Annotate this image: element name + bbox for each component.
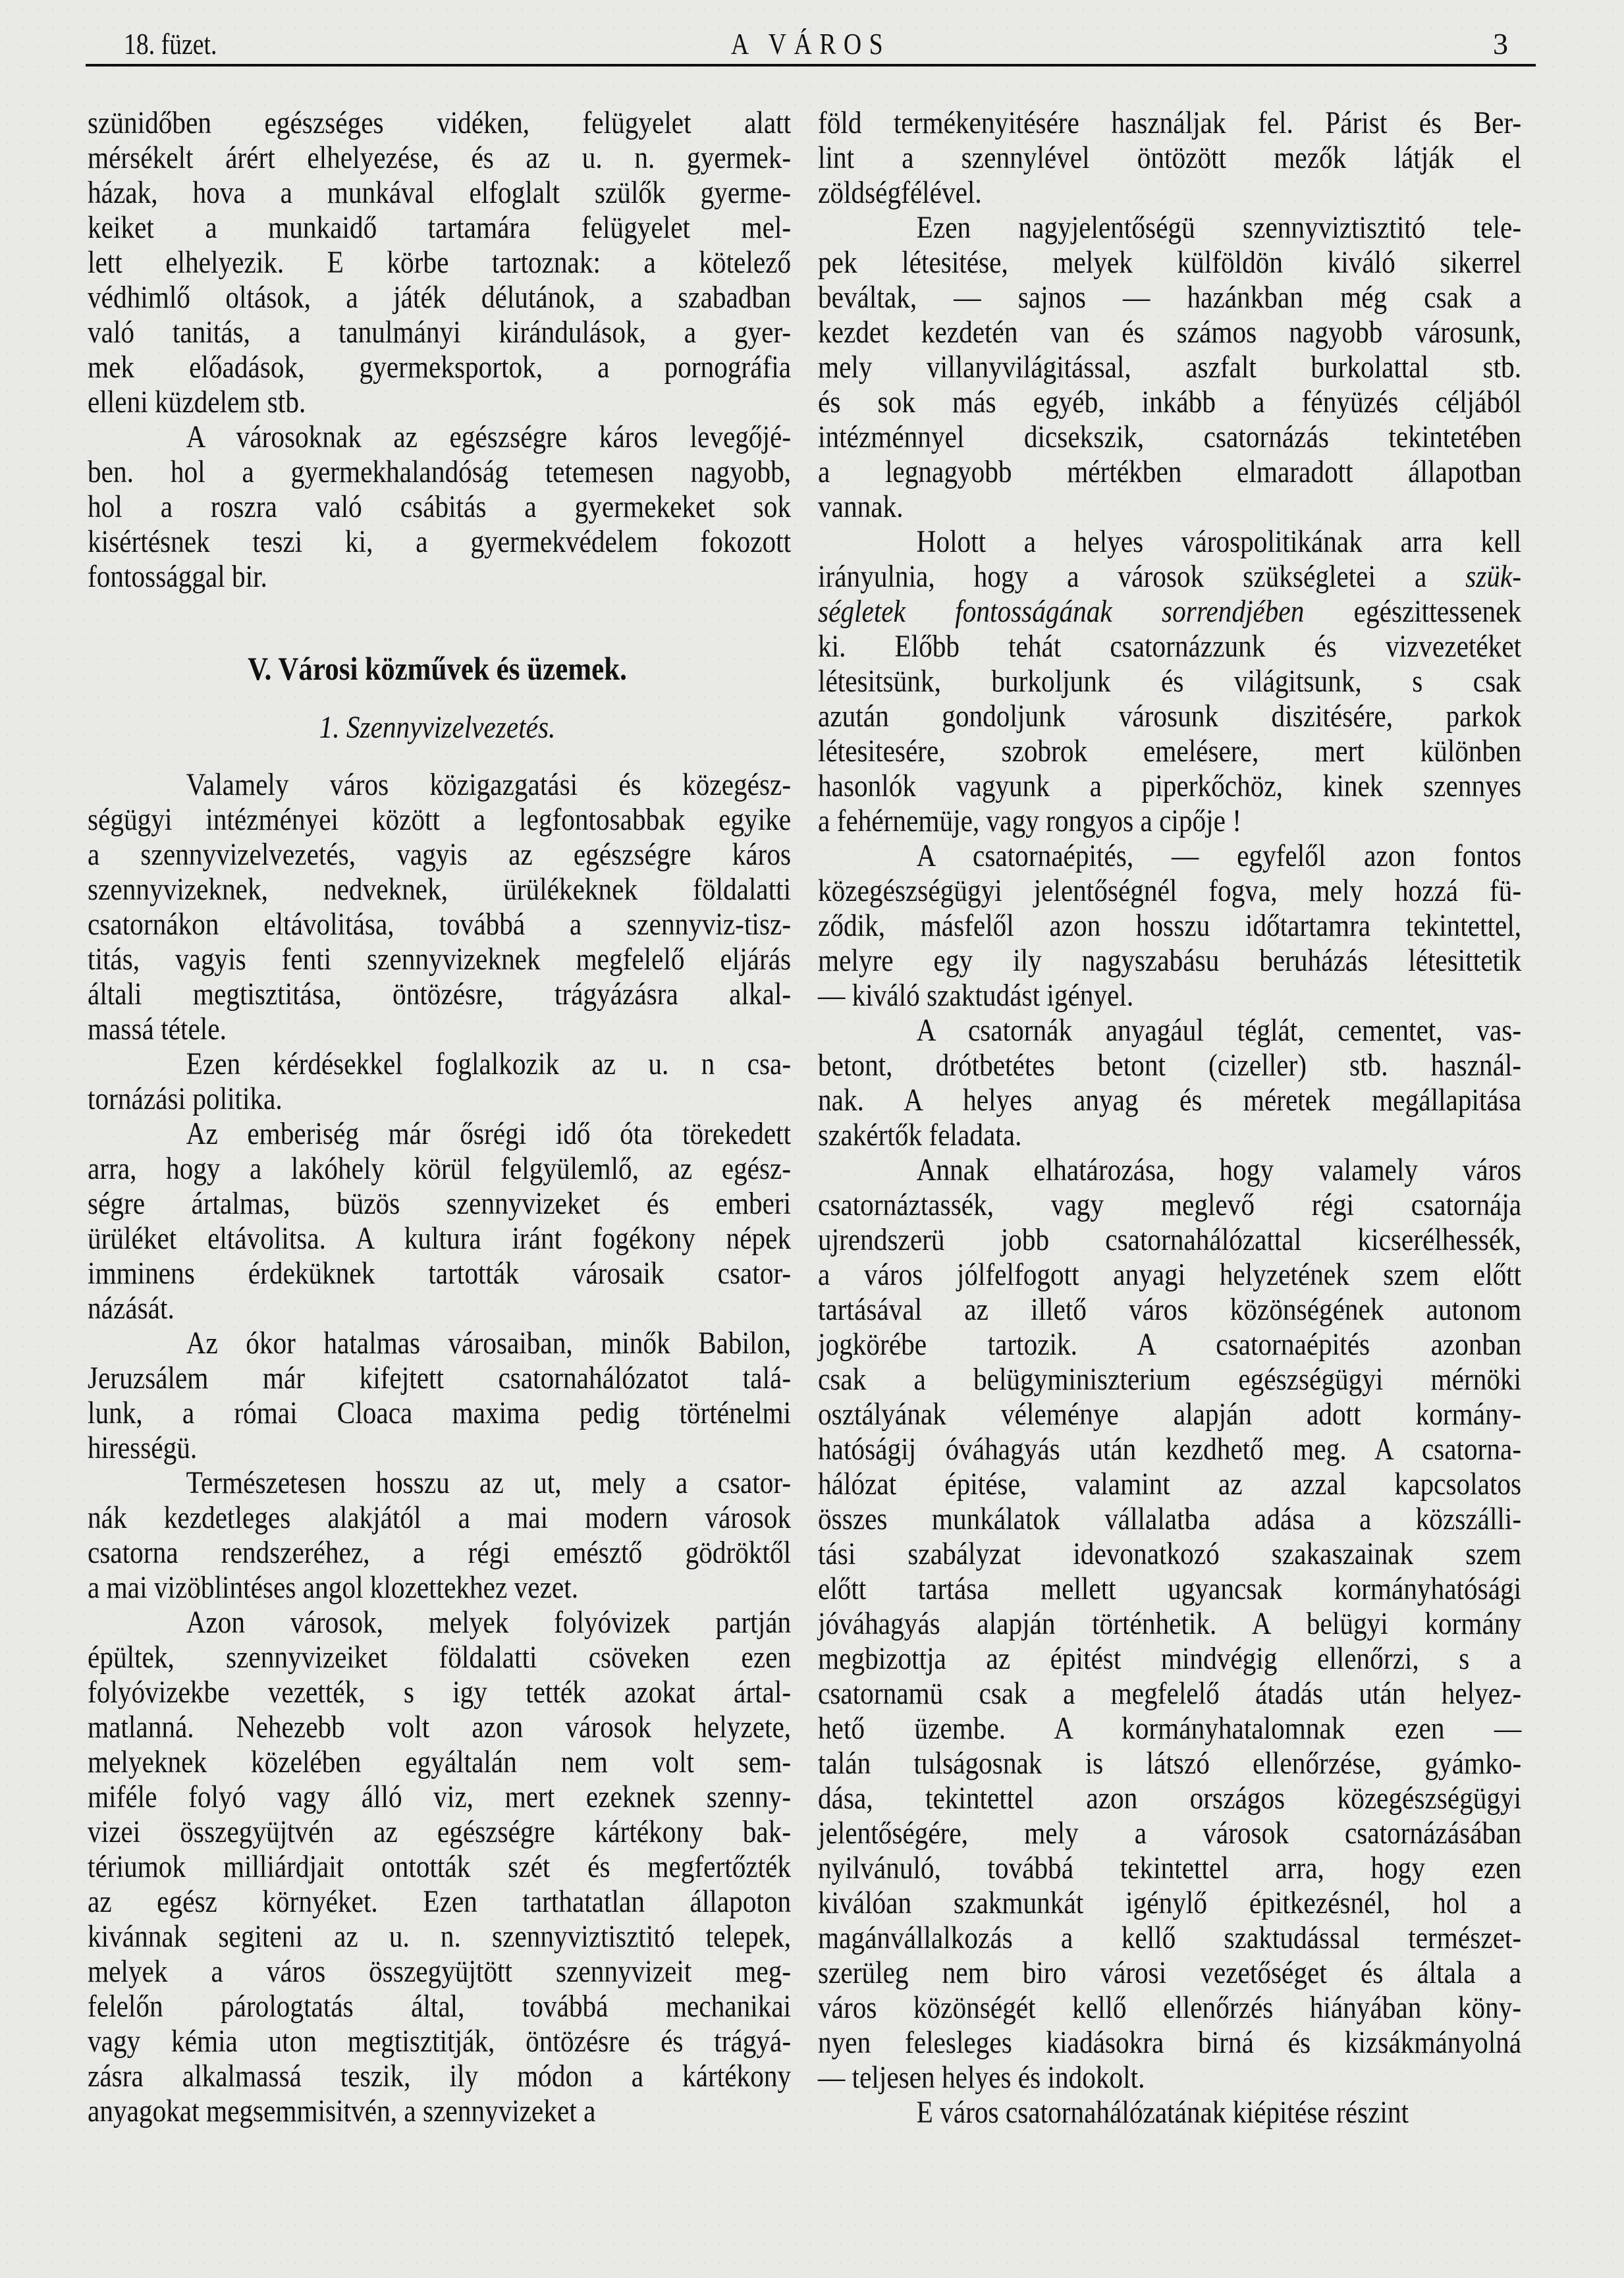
text-line: melyeknek közelében egyáltalán nem volt sem- [88,1745,792,1779]
text-line: csatornáztassék, vagy meglevő régi csatornája [818,1187,1522,1222]
text-line: melyre egy ily nagyszabásu beruházás létesittetik [818,943,1522,978]
text-line: szerüleg nem biro városi vezetőséget és általa a [818,1955,1522,1990]
text-line: azután gondoljunk városunk diszitésére, parkok [818,699,1522,734]
text-line: a mai vizöblintéses angol klozettekhez vezet. [88,1570,579,1605]
text-line: Annak elhatározása, hogy valamely város [916,1153,1522,1187]
italic-emphasis: ségletek fontosságának sorrendjében [818,594,1305,629]
text-line: város közönségét kellő ellenőrzés hiányában köny- [818,1990,1522,2025]
text-line: föld termékenyitésére használjak fel. Párist és Ber- [818,105,1522,140]
text-line: arra, hogy a lakóhely körül felgyülemlő, az egész- [88,1151,792,1186]
text-line: vannak. [818,489,904,524]
paragraph [818,105,1521,210]
text-line: massá tétele. [88,1012,227,1046]
text-line: Holott a helyes várospolitikának arra kell [916,524,1522,559]
text-line: zásra alkalmassá teszik, ily módon a kártékony [88,2059,792,2094]
italic-emphasis: szük- [1465,559,1522,594]
paragraph [88,1465,791,1605]
text-line: irányulnia, hogy a városok szükségletei a szük- [818,559,1522,594]
section-heading: V. Városi közművek és üzemek. [248,650,627,687]
text-line: általi megtisztitása, öntözésre, trágyázásra alkal- [88,977,792,1012]
text-line: melyek a város összegyüjtött szennyvizeit meg- [88,1954,792,1989]
text-line: épültek, szennyvizeiket földalatti csöveken ezen [88,1640,792,1675]
spacer [88,688,791,708]
text-line: vizei összegyüjtvén az egészségre kártékony bak- [88,1814,792,1849]
text-line: miféle folyó vagy álló viz, mert ezeknek szenny- [88,1779,792,1814]
text-line: betont, drótbetétes betont (cizeller) stb. használ- [818,1048,1522,1083]
text-line: csatornamü csak a megfelelő átadás után helyez- [818,1676,1522,1711]
text-line: szennyvizeknek, nedveknek, ürülékeknek földalatti [88,872,792,907]
text-line: E város csatornahálózatának kiépitése részint [916,2095,1409,2130]
text-line: nyen felesleges kiadásokra birná és kizsákmányolná [818,2025,1522,2060]
paragraph [88,1046,791,1116]
text-line: ürüléket eltávolitsa. A kultura iránt fogékony népek [88,1221,792,1256]
header-rule [86,64,1536,67]
text-line: magánvállalkozás a kellő szaktudással természet- [818,1920,1522,1955]
text-line: a legnagyobb mértékben elmaradott állapotban [818,454,1522,489]
text-line: Valamely város közigazgatási és közegész- [186,767,792,802]
text-line: ségletek fontosságának sorrendjében egészittessenek [818,594,1522,629]
issue-number: 18. füzet. [124,27,217,61]
paragraph [818,1013,1521,1153]
text-line: lett elhelyezik. E körbe tartoznak: a kötelező [88,245,792,280]
text-line: tériumok milliárdjait ontották szét és megfertőzték [88,1849,792,1884]
text-line: szakértők feladata. [818,1118,1022,1153]
page-number: 3 [1493,27,1508,61]
text-line: anyagokat megsemmisitvén, a szennyvizeket a [88,2094,596,2129]
text-line: A csatornaépités, — egyfelől azon fontos [916,838,1522,873]
text-line: a szennyvizelvezetés, vagyis az egészségre káros [88,837,792,872]
text-line: összes munkálatok vállalatba adása a közszálli- [818,1502,1522,1536]
running-header [86,26,1536,66]
text-line: ben. hol a gyermekhalandóság tetemesen nagyobb, [88,454,792,489]
text-line: — kiváló szaktudást igényel. [818,978,1134,1013]
text-line: ki. Előbb tehát csatornázzunk és vizvezetéket [818,629,1522,664]
right-column [818,105,1521,2130]
text-line: és sok más egyéb, inkább a fényüzés céljából [818,385,1522,420]
paragraph [818,838,1521,1013]
text-line: osztályának véleménye alapján adott kormány- [818,1397,1522,1432]
text-line: csatorna rendszeréhez, a régi emésztő gödröktől [88,1535,792,1570]
text-line: védhimlő oltások, a játék délutánok, a szabadban [88,280,792,315]
text-line: ségre ártalmas, büzös szennyvizeket és emberi [88,1186,792,1221]
paragraph [818,2095,1521,2130]
text-line: pek létesitése, melyek külföldön kiváló sikerrel [818,245,1522,280]
text-line: tornázási politika. [88,1081,283,1116]
text-line: Azon városok, melyek folyóvizek partján [186,1605,792,1640]
text-line: Jeruzsálem már kifejtett csatornahálózatot talá- [88,1361,792,1396]
text-line: hatóságij óváhagyás után kezdhető meg. A csatorna- [818,1432,1522,1467]
paragraph [818,524,1521,838]
text-line: nak. A helyes anyag és méretek megállapitása [818,1083,1522,1118]
text-line: a fehérnemüje, vagy rongyos a cipője ! [818,803,1242,838]
text-line: Az emberiség már ősrégi idő óta törekedett [186,1116,792,1151]
text-line: való tanitás, a tanulmányi kirándulások, a gyer- [88,315,792,350]
text-line: Ezen kérdésekkel foglalkozik az u. n csa- [186,1046,792,1081]
subsection-heading: 1. Szennyvizelvezetés. [319,710,556,745]
text-line: ződik, másfelől azon hosszu időtartamra tekintettel, [818,908,1522,943]
text-line: keiket a munkaidő tartamára felügyelet mel- [88,210,792,245]
text-line: A városoknak az egészségre káros levegőjé- [186,420,792,454]
spacer [88,747,791,767]
text-line: folyóvizekbe vezették, s igy tették azokat ártal- [88,1675,792,1710]
text-line: kezdet kezdetén van és számos nagyobb városunk, [818,315,1522,350]
left-column [88,105,791,2129]
text-line: A csatornák anyagául téglát, cementet, vas- [916,1013,1522,1048]
spacer [88,629,791,649]
text-line: kiválóan szakmunkát igénylő épitkezésnél, hol a [818,1885,1522,1920]
paragraph [88,420,791,594]
text-line: hető üzembe. A kormányhatalomnak ezen — [818,1711,1522,1746]
text-line: mek előadások, gyermeksportok, a pornográfia [88,350,792,385]
text-line: názását. [88,1291,175,1326]
paragraph [818,1153,1521,2095]
text-line: mérsékelt árért elhelyezése, és az u. n. gyermek- [88,140,792,175]
paragraph [88,1605,791,2129]
text-line: lint a szennylével öntözött mezők látják el [818,140,1522,175]
text-line: imminens érdeküknek tartották városaik csator- [88,1256,792,1291]
text-line: hasonlók vagyunk a piperkőchöz, kinek szennyes [818,769,1522,803]
text-line: elleni küzdelem stb. [88,385,306,420]
text-line: nyilvánuló, továbbá tekintettel arra, hogy ezen [818,1851,1522,1885]
spacer [88,594,791,629]
paragraph [88,1326,791,1465]
text-line: az egész környéket. Ezen tarthatatlan állapoton [88,1884,792,1919]
text-line: zöldségfélével. [818,175,982,210]
text-line: vagy kémia uton megtisztitják, öntözésre és trágyá- [88,2024,792,2059]
text-line: ségügyi intézményei között a legfontosabbak egyike [88,802,792,837]
text-line: intézménnyel dicsekszik, csatornázás tekintetében [818,420,1522,454]
text-line: Ezen nagyjelentőségü szennyviztisztitó tele- [916,210,1522,245]
text-line: jóváhagyás alapján történhetik. A belügyi kormány [818,1606,1522,1641]
text-line: szünidőben egészséges vidéken, felügyelet alatt [88,105,792,140]
text-line: kisértésnek teszi ki, a gyermekvédelem fokozott [88,524,792,559]
text-line: tartásával az illető város közönségének autonom [818,1292,1522,1327]
text-line: csak a belügyminiszterium egészségügyi mérnöki [818,1362,1522,1397]
text-line: nák kezdetleges alakjától a mai modern városok [88,1500,792,1535]
text-line: lunk, a római Cloaca maxima pedig történelmi [88,1396,792,1430]
text-line: kivánnak segiteni az u. n. szennyviztisztitó telepek, [88,1919,792,1954]
text-line: közegészségügyi jelentőségnél fogva, mely hozzá fü- [818,873,1522,908]
text-line: jelentőségére, mely a városok csatornázásában [818,1816,1522,1851]
text-line: jogkörébe tartozik. A csatornaépités azonban [818,1327,1522,1362]
text-line: létesitesére, szobrok emelésere, mert különben [818,734,1522,769]
text-line: — teljesen helyes és indokolt. [818,2060,1145,2095]
text-line: dása, tekintettel azon országos közegészségügyi [818,1781,1522,1816]
paragraph [88,105,791,420]
text-line: megbizottja az épitést mindvégig ellenőrzi, s a [818,1641,1522,1676]
text-line: beváltak, — sajnos — hazánkban még csak a [818,280,1522,315]
text-line: Az ókor hatalmas városaiban, minők Babilon, [186,1326,792,1361]
text-line: létesitsünk, burkoljunk és világitsunk, s csak [818,664,1522,699]
paragraph [88,1116,791,1326]
text-line: előtt tartása mellett ugyancsak kormányhatósági [818,1571,1522,1606]
paragraph [88,767,791,1046]
text-line: csatornákon eltávolitása, továbbá a szennyviz-tisz- [88,907,792,942]
text-line: titás, vagyis fenti szennyvizeknek megfelelő eljárás [88,942,792,977]
text-line: matlanná. Nehezebb volt azon városok helyzete, [88,1710,792,1745]
text-line: ujrendszerü jobb csatornahálózattal kicserélhessék, [818,1222,1522,1257]
text-line: hol a roszra való csábitás a gyermekeket sok [88,489,792,524]
text-line: fontossággal bir. [88,559,267,594]
text-line: házak, hova a munkával elfoglalt szülők gyerme- [88,175,792,210]
text-line: Természetesen hosszu az ut, mely a csator- [186,1465,792,1500]
text-line: hálózat épitése, valamint az azzal kapcsolatos [818,1467,1522,1502]
text-line: hirességü. [88,1430,198,1465]
journal-title: A VÁROS [730,27,891,61]
text-line: mely villanyvilágitással, aszfalt burkolattal stb. [818,350,1522,385]
paragraph [818,210,1521,524]
text-line: felelőn párologtatás által, továbbá mechanikai [88,1989,792,2024]
text-line: talán tulságosnak is látszó ellenőrzése, gyámko- [818,1746,1522,1781]
text-line: tási szabályzat idevonatkozó szakaszainak szem [818,1536,1522,1571]
text-line: a város jólfelfogott anyagi helyzetének szem előtt [818,1257,1522,1292]
